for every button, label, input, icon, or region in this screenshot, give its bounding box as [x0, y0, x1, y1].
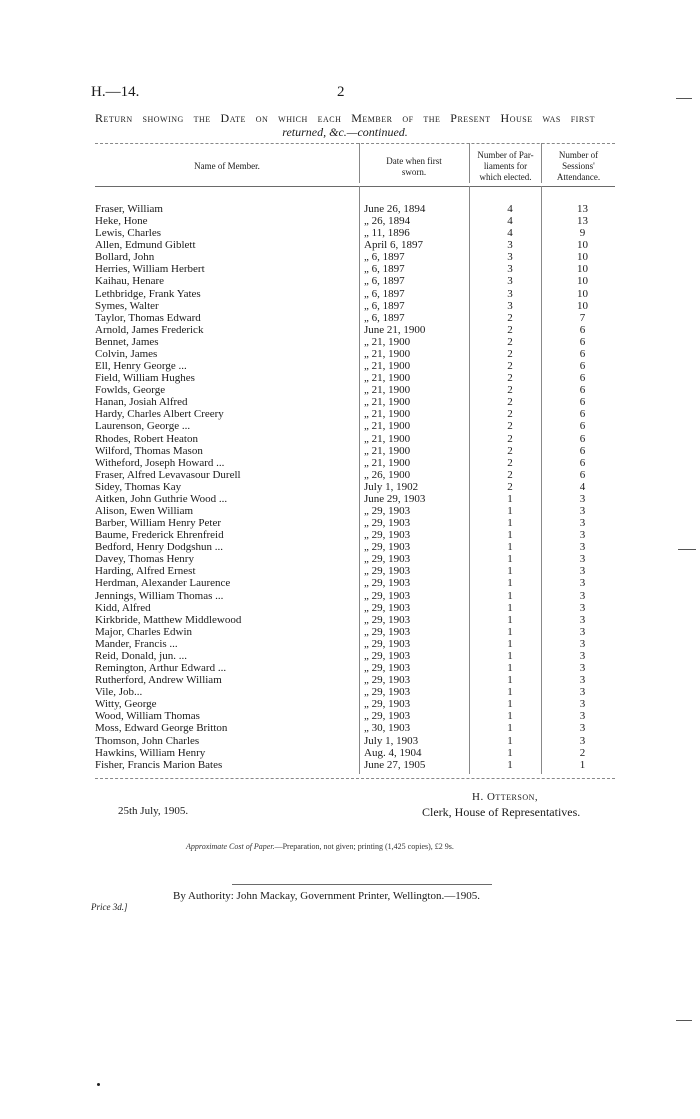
parliaments-count: 1: [507, 577, 513, 590]
sessions-count: 6: [579, 420, 586, 433]
sessions-count: 6: [579, 408, 586, 421]
member-name: Herries, William Herbert: [95, 263, 205, 276]
member-name: Bedford, Henry Dodgshun ...: [95, 541, 224, 554]
margin-mark-mid: [678, 549, 696, 550]
date-sworn: „ 21, 1900: [364, 360, 411, 373]
sessions-count: 6: [579, 456, 586, 469]
parliaments-count: 1: [507, 541, 513, 554]
sessions-count: 6: [579, 444, 586, 457]
authority-rule: [232, 884, 492, 885]
document-title: Return showing the Date on which each Member of the Present House was first: [95, 111, 595, 125]
parliaments-count: 4: [507, 227, 513, 240]
table-row: [95, 300, 615, 312]
parliaments-count: 3: [507, 239, 513, 252]
signatory-title: Clerk, House of Representatives.: [422, 805, 581, 819]
sessions-count: 10: [577, 275, 588, 288]
parliaments-count: 1: [507, 734, 513, 747]
date-sworn: „ 29, 1903: [364, 553, 411, 566]
table-row: [95, 759, 615, 771]
member-name: Fraser, Alfred Levavasour Durell: [95, 468, 241, 481]
member-name: Lethbridge, Frank Yates: [95, 287, 201, 300]
date-sworn: „ 21, 1900: [364, 396, 411, 409]
printer-authority: By Authority: John Mackay, Government Printer, Wellington.—1905.: [173, 890, 480, 902]
table-row: [95, 565, 615, 577]
table-top-rule: [95, 143, 615, 144]
sessions-count: 6: [579, 335, 586, 348]
table-row: [95, 360, 615, 372]
date-sworn: „ 29, 1903: [364, 613, 411, 626]
table-row: [95, 614, 615, 626]
sessions-count: 3: [579, 553, 586, 566]
date-sworn: „ 6, 1897: [364, 287, 405, 300]
date-sworn: „ 29, 1903: [364, 505, 411, 517]
table-row: [95, 674, 615, 686]
date-sworn: „ 29, 1903: [364, 589, 411, 602]
member-name: Vile, Job...: [95, 686, 143, 699]
column-header-sessions: Number of Sessions' Attendance.: [556, 150, 601, 182]
parliaments-count: 2: [507, 396, 513, 409]
member-name: Alison, Ewen William: [95, 505, 194, 517]
member-name: Moss, Edward George Britton: [95, 722, 228, 735]
date-sworn: „ 21, 1900: [364, 456, 411, 469]
sessions-count: 10: [577, 239, 588, 252]
table-row: [95, 517, 615, 529]
sessions-count: 3: [579, 577, 586, 590]
table-row: [95, 312, 615, 324]
sessions-count: 6: [579, 372, 586, 385]
sessions-count: 3: [579, 505, 586, 517]
parliaments-count: 1: [507, 637, 513, 650]
member-name: Fisher, Francis Marion Bates: [95, 758, 223, 771]
member-name: Laurenson, George ...: [95, 420, 191, 433]
sessions-count: 3: [579, 565, 586, 578]
sessions-count: 1: [579, 758, 586, 771]
parliaments-count: 2: [507, 335, 513, 348]
parliaments-count: 3: [507, 287, 513, 300]
sessions-count: 6: [579, 323, 586, 336]
date-sworn: „ 6, 1897: [364, 311, 405, 324]
member-name: Rhodes, Robert Heaton: [95, 432, 198, 445]
table-row: [95, 662, 615, 674]
sessions-count: 3: [579, 613, 586, 626]
table-row: [95, 396, 615, 408]
table-row: [95, 481, 615, 493]
parliaments-count: 2: [507, 480, 513, 493]
sessions-count: 3: [579, 492, 586, 505]
sessions-count: 6: [579, 432, 586, 445]
sessions-count: 3: [579, 625, 586, 638]
table-row: [95, 251, 615, 263]
parliaments-count: 2: [507, 408, 513, 421]
sessions-count: 6: [579, 396, 586, 409]
parliaments-count: 1: [507, 625, 513, 638]
member-name: Taylor, Thomas Edward: [95, 311, 201, 324]
table-row: [95, 722, 615, 734]
table-bottom-rule: [95, 778, 615, 779]
parliaments-count: 2: [507, 468, 513, 481]
parliaments-count: 3: [507, 275, 513, 288]
parliaments-count: 3: [507, 263, 513, 276]
member-name: Bollard, John: [95, 251, 155, 264]
parliaments-count: 1: [507, 492, 513, 505]
sessions-count: 9: [579, 227, 586, 240]
sessions-count: 6: [579, 384, 586, 397]
date-sworn: June 29, 1903: [364, 492, 426, 505]
date-sworn: „ 11, 1896: [364, 227, 410, 240]
parliaments-count: 2: [507, 456, 513, 469]
table-row: [95, 529, 615, 541]
parliaments-count: 1: [507, 517, 513, 530]
sessions-count: 3: [579, 734, 586, 747]
sessions-count: 3: [579, 517, 586, 530]
member-name: Kaihau, Henare: [95, 275, 165, 288]
date-sworn: „ 29, 1903: [364, 637, 411, 650]
parliaments-count: 1: [507, 758, 513, 771]
table-row: [95, 541, 615, 553]
table-row: [95, 239, 615, 251]
date-sworn: June 21, 1900: [364, 323, 426, 336]
date-sworn: Aug. 4, 1904: [364, 746, 422, 759]
member-name: Harding, Alfred Ernest: [95, 565, 196, 578]
member-name: Major, Charles Edwin: [95, 625, 193, 638]
sessions-count: 3: [579, 686, 586, 699]
member-name: Fowlds, George: [95, 384, 166, 397]
printing-cost-note: Approximate Cost of Paper.—Preparation, not given; printing (1,425 copies), £2 9s.: [186, 842, 454, 851]
table-row: [95, 602, 615, 614]
table-row: [95, 469, 615, 481]
signature-date: 25th July, 1905.: [118, 805, 189, 817]
date-sworn: June 26, 1894: [364, 203, 426, 215]
date-sworn: „ 6, 1897: [364, 275, 405, 288]
date-sworn: „ 29, 1903: [364, 577, 411, 590]
sessions-count: 13: [577, 203, 588, 215]
parliaments-count: 1: [507, 746, 513, 759]
sessions-count: 10: [577, 263, 588, 276]
parliaments-count: 2: [507, 444, 513, 457]
sessions-count: 6: [579, 360, 586, 373]
parliaments-count: 1: [507, 722, 513, 735]
sessions-count: 10: [577, 287, 588, 300]
date-sworn: „ 29, 1903: [364, 674, 411, 687]
parliaments-count: 1: [507, 710, 513, 723]
table-row: [95, 710, 615, 722]
date-sworn: „ 6, 1897: [364, 263, 405, 276]
sessions-count: 10: [577, 251, 588, 264]
member-name: Baume, Frederick Ehrenfreid: [95, 529, 224, 542]
date-sworn: „ 29, 1903: [364, 710, 411, 723]
member-name: Hardy, Charles Albert Creery: [95, 408, 224, 421]
member-name: Allen, Edmund Giblett: [95, 239, 196, 252]
date-sworn: „ 26, 1894: [364, 215, 411, 228]
table-row: [95, 263, 615, 275]
date-sworn: „ 21, 1900: [364, 347, 411, 360]
member-name: Hawkins, William Henry: [95, 746, 206, 759]
document-reference: H.—14.: [91, 84, 140, 100]
date-sworn: „ 29, 1903: [364, 662, 411, 675]
table-row: [95, 590, 615, 602]
parliaments-count: 1: [507, 529, 513, 542]
table-row: [95, 227, 615, 239]
table-row: [95, 686, 615, 698]
parliaments-count: 2: [507, 432, 513, 445]
date-sworn: „ 21, 1900: [364, 420, 411, 433]
member-name: Heke, Hone: [95, 215, 148, 228]
member-name: Barber, William Henry Peter: [95, 517, 221, 530]
date-sworn: „ 26, 1900: [364, 468, 411, 481]
sessions-count: 3: [579, 649, 586, 662]
member-name: Reid, Donald, jun. ...: [95, 649, 187, 662]
table-row: [95, 505, 615, 517]
parliaments-count: 3: [507, 251, 513, 264]
member-name: Wood, William Thomas: [95, 710, 200, 723]
member-name: Lewis, Charles: [95, 227, 161, 240]
column-header-name: Name of Member.: [194, 161, 260, 171]
parliaments-count: 1: [507, 662, 513, 675]
parliaments-count: 2: [507, 347, 513, 360]
date-sworn: „ 29, 1903: [364, 625, 411, 638]
sessions-count: 3: [579, 529, 586, 542]
table-row: [95, 408, 615, 420]
date-sworn: „ 29, 1903: [364, 601, 411, 614]
member-name: Colvin, James: [95, 347, 158, 360]
date-sworn: July 1, 1902: [364, 480, 419, 493]
sessions-count: 10: [577, 299, 588, 312]
date-sworn: „ 29, 1903: [364, 529, 411, 542]
sessions-count: 3: [579, 710, 586, 723]
parliaments-count: 1: [507, 589, 513, 602]
sessions-count: 3: [579, 601, 586, 614]
parliaments-count: 1: [507, 565, 513, 578]
table-header-rule: [95, 186, 615, 187]
sessions-count: 3: [579, 698, 586, 711]
margin-mark-bottom: [676, 1020, 692, 1021]
date-sworn: „ 21, 1900: [364, 444, 411, 457]
member-name: Mander, Francis ...: [95, 637, 178, 650]
date-sworn: „ 29, 1903: [364, 541, 411, 554]
sessions-count: 13: [577, 215, 588, 228]
column-header-date: Date when first sworn.: [386, 156, 442, 177]
sessions-count: 6: [579, 468, 586, 481]
parliaments-count: 2: [507, 384, 513, 397]
parliaments-count: 1: [507, 686, 513, 699]
table-row: [95, 215, 615, 227]
sessions-count: 7: [579, 311, 586, 324]
table-row: [95, 650, 615, 662]
member-name: Field, William Hughes: [95, 372, 195, 385]
date-sworn: „ 21, 1900: [364, 408, 411, 421]
table-row: [95, 577, 615, 589]
table-row: [95, 324, 615, 336]
table-row: [95, 445, 615, 457]
member-name: Witty, George: [95, 698, 157, 711]
member-name: Remington, Arthur Edward ...: [95, 662, 227, 675]
table-row: [95, 203, 615, 215]
table-row: [95, 698, 615, 710]
member-name: Sidey, Thomas Kay: [95, 480, 182, 493]
date-sworn: June 27, 1905: [364, 758, 426, 771]
sessions-count: 3: [579, 541, 586, 554]
document-title-continued: returned, &c.—continued.: [282, 125, 408, 139]
parliaments-count: 2: [507, 372, 513, 385]
parliaments-count: 1: [507, 698, 513, 711]
date-sworn: „ 21, 1900: [364, 372, 411, 385]
table-row: [95, 493, 615, 505]
date-sworn: „ 21, 1900: [364, 335, 411, 348]
parliaments-count: 1: [507, 674, 513, 687]
parliaments-count: 1: [507, 553, 513, 566]
sessions-count: 6: [579, 347, 586, 360]
sessions-count: 3: [579, 674, 586, 687]
price-note: Price 3d.]: [91, 902, 128, 912]
table-row: [95, 747, 615, 759]
member-name: Davey, Thomas Henry: [95, 553, 194, 566]
parliaments-count: 1: [507, 601, 513, 614]
parliaments-count: 4: [507, 215, 513, 228]
margin-mark-top: [676, 98, 692, 99]
parliaments-count: 2: [507, 323, 513, 336]
table-row: [95, 336, 615, 348]
parliaments-count: 3: [507, 299, 513, 312]
date-sworn: „ 6, 1897: [364, 299, 405, 312]
page-number: 2: [337, 84, 345, 100]
date-sworn: „ 29, 1903: [364, 686, 411, 699]
date-sworn: „ 21, 1900: [364, 432, 411, 445]
parliaments-count: 1: [507, 613, 513, 626]
date-sworn: „ 30, 1903: [364, 722, 411, 735]
signatory-name: H. Otterson,: [472, 791, 539, 803]
parliaments-count: 4: [507, 203, 513, 215]
date-sworn: July 1, 1903: [364, 734, 419, 747]
member-name: Herdman, Alexander Laurence: [95, 577, 231, 590]
member-name: Kirkbride, Matthew Middlewood: [95, 613, 242, 626]
member-name: Symes, Walter: [95, 299, 159, 312]
sessions-count: 3: [579, 637, 586, 650]
table-row: [95, 348, 615, 360]
sessions-count: 3: [579, 662, 586, 675]
date-sworn: „ 29, 1903: [364, 565, 411, 578]
parliaments-count: 2: [507, 420, 513, 433]
member-name: Ell, Henry George ...: [95, 360, 187, 373]
page-speck: [97, 1083, 100, 1086]
member-name: Fraser, William: [95, 203, 163, 215]
sessions-count: 4: [579, 480, 586, 493]
member-name: Rutherford, Andrew William: [95, 674, 222, 687]
table-row: [95, 372, 615, 384]
table-row: [95, 275, 615, 287]
date-sworn: „ 29, 1903: [364, 517, 411, 530]
column-header-parliaments: Number of Par- liaments for which elected.: [477, 150, 534, 182]
member-name: Witheford, Joseph Howard ...: [95, 456, 225, 469]
member-name: Arnold, James Frederick: [95, 323, 204, 336]
table-row: [95, 457, 615, 469]
table-row: [95, 420, 615, 432]
date-sworn: April 6, 1897: [364, 239, 423, 252]
table-row: [95, 384, 615, 396]
parliaments-count: 2: [507, 311, 513, 324]
table-row: [95, 638, 615, 650]
date-sworn: „ 21, 1900: [364, 384, 411, 397]
date-sworn: „ 6, 1897: [364, 251, 405, 264]
parliaments-count: 2: [507, 360, 513, 373]
member-name: Kidd, Alfred: [95, 601, 151, 614]
parliaments-count: 1: [507, 649, 513, 662]
table-row: [95, 288, 615, 300]
date-sworn: „ 29, 1903: [364, 698, 411, 711]
member-name: Hanan, Josiah Alfred: [95, 396, 188, 409]
member-name: Wilford, Thomas Mason: [95, 444, 203, 457]
member-name: Aitken, John Guthrie Wood ...: [95, 492, 228, 505]
table-row: [95, 626, 615, 638]
member-name: Jennings, William Thomas ...: [95, 589, 224, 602]
member-name: Thomson, John Charles: [95, 734, 200, 747]
sessions-count: 3: [579, 722, 586, 735]
date-sworn: „ 29, 1903: [364, 649, 411, 662]
sessions-count: 2: [579, 746, 586, 759]
member-name: Bennet, James: [95, 335, 159, 348]
table-row: [95, 433, 615, 445]
table-row: [95, 553, 615, 565]
parliaments-count: 1: [507, 505, 513, 517]
table-row: [95, 735, 615, 747]
sessions-count: 3: [579, 589, 586, 602]
